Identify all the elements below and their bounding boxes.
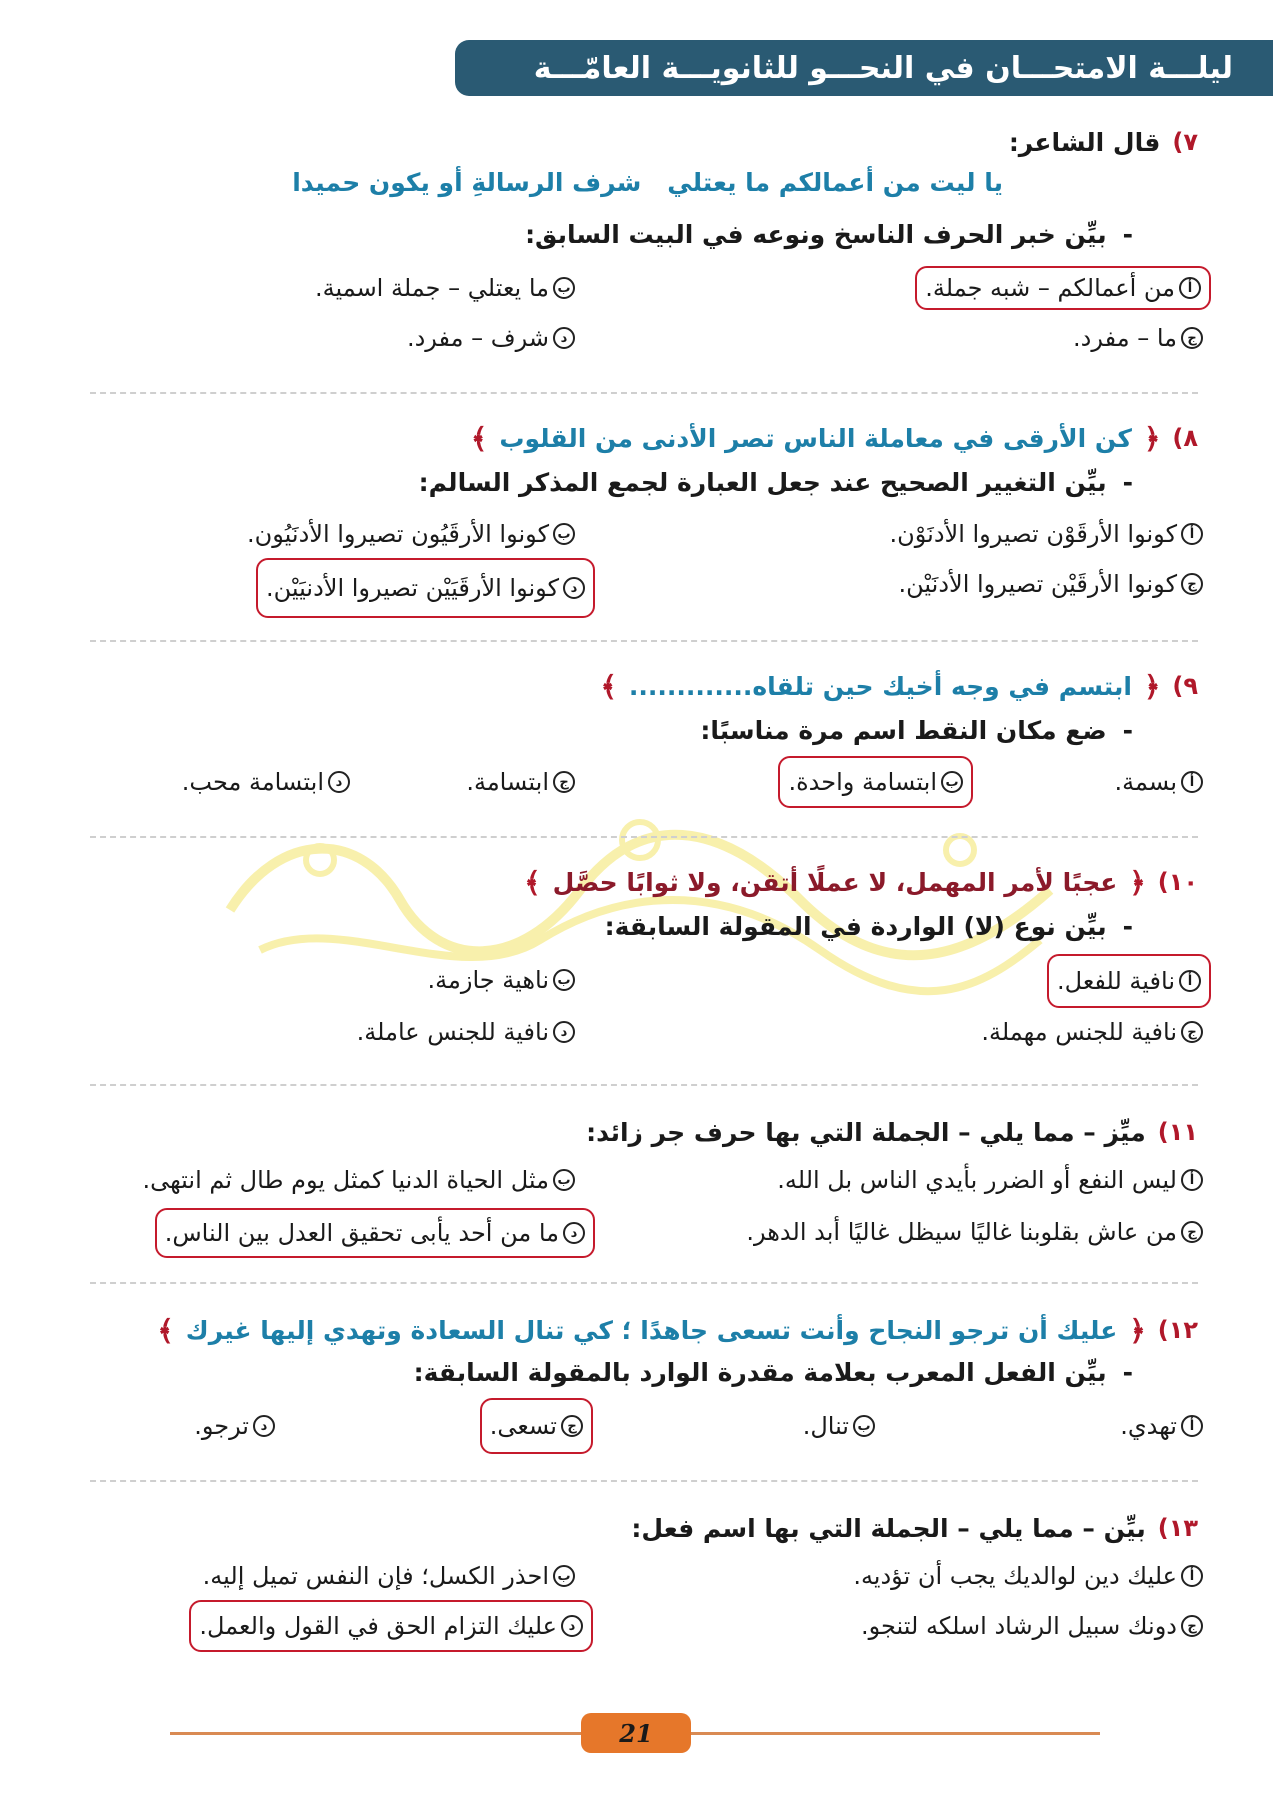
option-c[interactable]: ج ابتسامة.	[458, 760, 583, 804]
question-prompt: قال الشاعر:	[1008, 127, 1161, 157]
option-letter-icon: د	[553, 327, 575, 349]
option-d[interactable]: د ابتسامة محب.	[174, 760, 358, 804]
question-instruction: - بيِّن الفعل المعرب بعلامة مقدرة الوارد بالمقولة السابقة:	[413, 1358, 1133, 1387]
question-prompt: بيِّن – مما يلي – الجملة التي بها اسم فعل:	[631, 1513, 1146, 1543]
option-letter-icon: د	[561, 1615, 583, 1637]
question-instruction: - ضع مكان النقط اسم مرة مناسبًا:	[700, 716, 1133, 745]
question-quote: كن الأرقى في معاملة الناس تصر الأدنى من القلوب	[499, 423, 1132, 453]
option-b[interactable]: ب كونوا الأرقَيُون تصيروا الأدنَيُون.	[239, 512, 583, 556]
option-letter-icon: ب	[853, 1415, 875, 1437]
option-a[interactable]: أ بسمة.	[1107, 760, 1211, 804]
option-letter-icon: أ	[1179, 970, 1201, 992]
question-prompt: ميِّز – مما يلي – الجملة التي بها حرف جر زائد:	[586, 1117, 1146, 1147]
header-banner	[455, 40, 1273, 96]
option-letter-icon: أ	[1181, 1169, 1203, 1191]
option-letter-icon: ب	[941, 771, 963, 793]
question-instruction: - بيِّن نوع (لا) الواردة في المقولة السابقة:	[604, 912, 1133, 941]
option-b[interactable]: ب ابتسامة واحدة.	[778, 756, 973, 808]
option-letter-icon: أ	[1181, 771, 1203, 793]
divider	[90, 836, 1198, 838]
option-letter-icon: د	[553, 1021, 575, 1043]
option-letter-icon: ج	[1181, 573, 1203, 595]
question-number: ٧)	[1172, 128, 1198, 156]
option-b[interactable]: ب تنال.	[795, 1404, 883, 1448]
question-quote: عجبًا لأمر المهمل، لا عملًا أتقن، ولا ثوابًا حصَّل	[552, 867, 1118, 897]
option-c[interactable]: ج نافية للجنس مهملة.	[973, 1010, 1211, 1054]
option-d[interactable]: د ترجو.	[186, 1404, 283, 1448]
question-quote: عليك أن ترجو النجاح وأنت تسعى جاهدًا ؛ كي تنال السعادة وتهدي إليها غيرك	[185, 1315, 1118, 1345]
divider	[90, 1084, 1198, 1086]
option-b[interactable]: ب احذر الكسل؛ فإن النفس تميل إليه.	[195, 1554, 583, 1598]
divider	[90, 1480, 1198, 1482]
option-a[interactable]: أ تهدي.	[1112, 1404, 1211, 1448]
option-letter-icon: ج	[1181, 1615, 1203, 1637]
option-letter-icon: ج	[561, 1415, 583, 1437]
verse-second-half: شرف الرسالةِ أو يكون حميدا	[292, 168, 642, 197]
option-letter-icon: ج	[553, 771, 575, 793]
option-c[interactable]: ج دونك سبيل الرشاد اسلكه لتنجو.	[853, 1604, 1211, 1648]
option-d[interactable]: د نافية للجنس عاملة.	[349, 1010, 583, 1054]
option-letter-icon: د	[563, 1222, 585, 1244]
question-quote: ابتسم في وجه أخيك حين تلقاه.............	[628, 671, 1132, 701]
option-c[interactable]: ج كونوا الأرقَيْن تصيروا الأدنَيْن.	[891, 562, 1211, 606]
page-number: 21	[581, 1713, 691, 1753]
option-d[interactable]: د عليك التزام الحق في القول والعمل.	[189, 1600, 593, 1652]
option-letter-icon: ب	[553, 1565, 575, 1587]
option-b[interactable]: ب مثل الحياة الدنيا كمثل يوم طال ثم انتهى.	[134, 1158, 583, 1202]
verse-first-half: يا ليت من أعمالكم ما يعتلي	[667, 168, 1003, 197]
divider	[90, 1282, 1198, 1284]
option-letter-icon: ب	[553, 969, 575, 991]
option-letter-icon: د	[253, 1415, 275, 1437]
option-d[interactable]: د ما من أحد يأبى تحقيق العدل بين الناس.	[155, 1208, 595, 1258]
divider	[90, 640, 1198, 642]
option-letter-icon: أ	[1181, 523, 1203, 545]
option-b[interactable]: ب ناهية جازمة.	[420, 958, 583, 1002]
worksheet-page: ليلـــة الامتحـــان في النحـــو للثانويـــة العامّـــة ٧) قال الشاعر: يا ليت من أعمالكم ما يعتلي شرف الرسالةِ أو يكون حميدا - بيِّن خبر الحرف الناسخ ونوعه في البيت السابق: أ من أعمالكم – شبه جملة. ب ما يعتلي – جملة اسمية. ج ما – مفرد. د شرف – مفرد. ٨) ﴿ كن الأرقى في معاملة الناس تصر الأدنى من القلوب ﴾ - بيِّن التغيير الصحيح عند جعل العبارة لجمع المذكر السالم: أ كونوا الأرقَوْن تصيروا الأدنَوْن. ب كونوا الأرقَيُون تصيروا الأدنَيُون. ج كونوا الأرقَيْن تصيروا الأدنَيْن. د كونوا الأرقَيَيْن تصيروا الأدنيَيْن. ٩) ﴿ ابتسم في وجه أخيك حين تلقاه............. ﴾ - ضع مكان النقط اسم مرة مناسبًا: أ بسمة. ب ابتسامة واحدة. ج ابتسامة. د ابتسامة محب. ١٠) ﴿ عجبًا لأمر المهمل، لا عملًا أتقن، ولا ثوابًا حصَّل ﴾ - بيِّن نوع (لا) الواردة في المقولة السابقة: أ نافية للفعل. ب ناهية جازمة. ج نافية للجنس مهملة. د نافية للجنس عاملة. ١١) ميِّز – مما يلي – الجملة التي بها حرف جر زائد: أ ليس النفع أو الضرر بأيدي الناس بل الله. ب مثل الحياة الدنيا كمثل يوم طال ثم انتهى. ج من عاش بقلوبنا غاليًا سيظل غاليًا أبد الدهر. د ما من أحد يأبى تحقيق العدل بين الناس. ١٢) ﴿ عليك أن ترجو النجاح وأنت تسعى جاهدًا ؛ كي تنال السعادة وتهدي إليها غيرك ﴾ - بيِّن الفعل المعرب بعلامة مقدرة الوارد بالمقولة السابقة: أ تهدي. ب تنال. ج تسعى. د ترجو. ١٣) بيِّن – مما يلي – الجملة التي بها اسم فعل: أ عليك دين لوالديك يجب أن تؤديه. ب احذر الكسل؛ فإن النفس تميل إليه. ج دونك سبيل الرشاد اسلكه لتنجو. د عليك التزام الحق في القول والعمل. 21	[0, 0, 1273, 1800]
option-a[interactable]: أ عليك دين لوالديك يجب أن تؤديه.	[845, 1554, 1211, 1598]
option-d[interactable]: د شرف – مفرد.	[399, 316, 583, 360]
divider	[90, 392, 1198, 394]
option-letter-icon: د	[563, 577, 585, 599]
option-b[interactable]: ب ما يعتلي – جملة اسمية.	[307, 266, 583, 310]
option-c[interactable]: ج تسعى.	[480, 1398, 593, 1454]
option-a[interactable]: أ كونوا الأرقَوْن تصيروا الأدنَوْن.	[881, 512, 1211, 556]
option-a[interactable]: أ ليس النفع أو الضرر بأيدي الناس بل الله.	[769, 1158, 1211, 1202]
option-letter-icon: ج	[1181, 1021, 1203, 1043]
option-a[interactable]: أ نافية للفعل.	[1047, 954, 1211, 1008]
option-letter-icon: أ	[1181, 1565, 1203, 1587]
option-letter-icon: ب	[553, 1169, 575, 1191]
option-letter-icon: ب	[553, 523, 575, 545]
option-letter-icon: ب	[553, 277, 575, 299]
option-a[interactable]: أ من أعمالكم – شبه جملة.	[915, 266, 1211, 310]
option-d[interactable]: د كونوا الأرقَيَيْن تصيروا الأدنيَيْن.	[256, 558, 595, 618]
option-letter-icon: أ	[1179, 277, 1201, 299]
poem-verse	[292, 168, 1003, 197]
page-title: ليلـــة الامتحـــان في النحـــو للثانويـــة العامّـــة	[533, 50, 1233, 86]
option-c[interactable]: ج ما – مفرد.	[1065, 316, 1211, 360]
option-c[interactable]: ج من عاش بقلوبنا غاليًا سيظل غاليًا أبد الدهر.	[738, 1210, 1211, 1254]
option-letter-icon: ج	[1181, 1221, 1203, 1243]
question-instruction: - بيِّن التغيير الصحيح عند جعل العبارة لجمع المذكر السالم:	[418, 468, 1133, 497]
question-instruction: - بيِّن خبر الحرف الناسخ ونوعه في البيت السابق:	[525, 220, 1133, 249]
option-letter-icon: ج	[1181, 327, 1203, 349]
option-letter-icon: د	[328, 771, 350, 793]
option-letter-icon: أ	[1181, 1415, 1203, 1437]
